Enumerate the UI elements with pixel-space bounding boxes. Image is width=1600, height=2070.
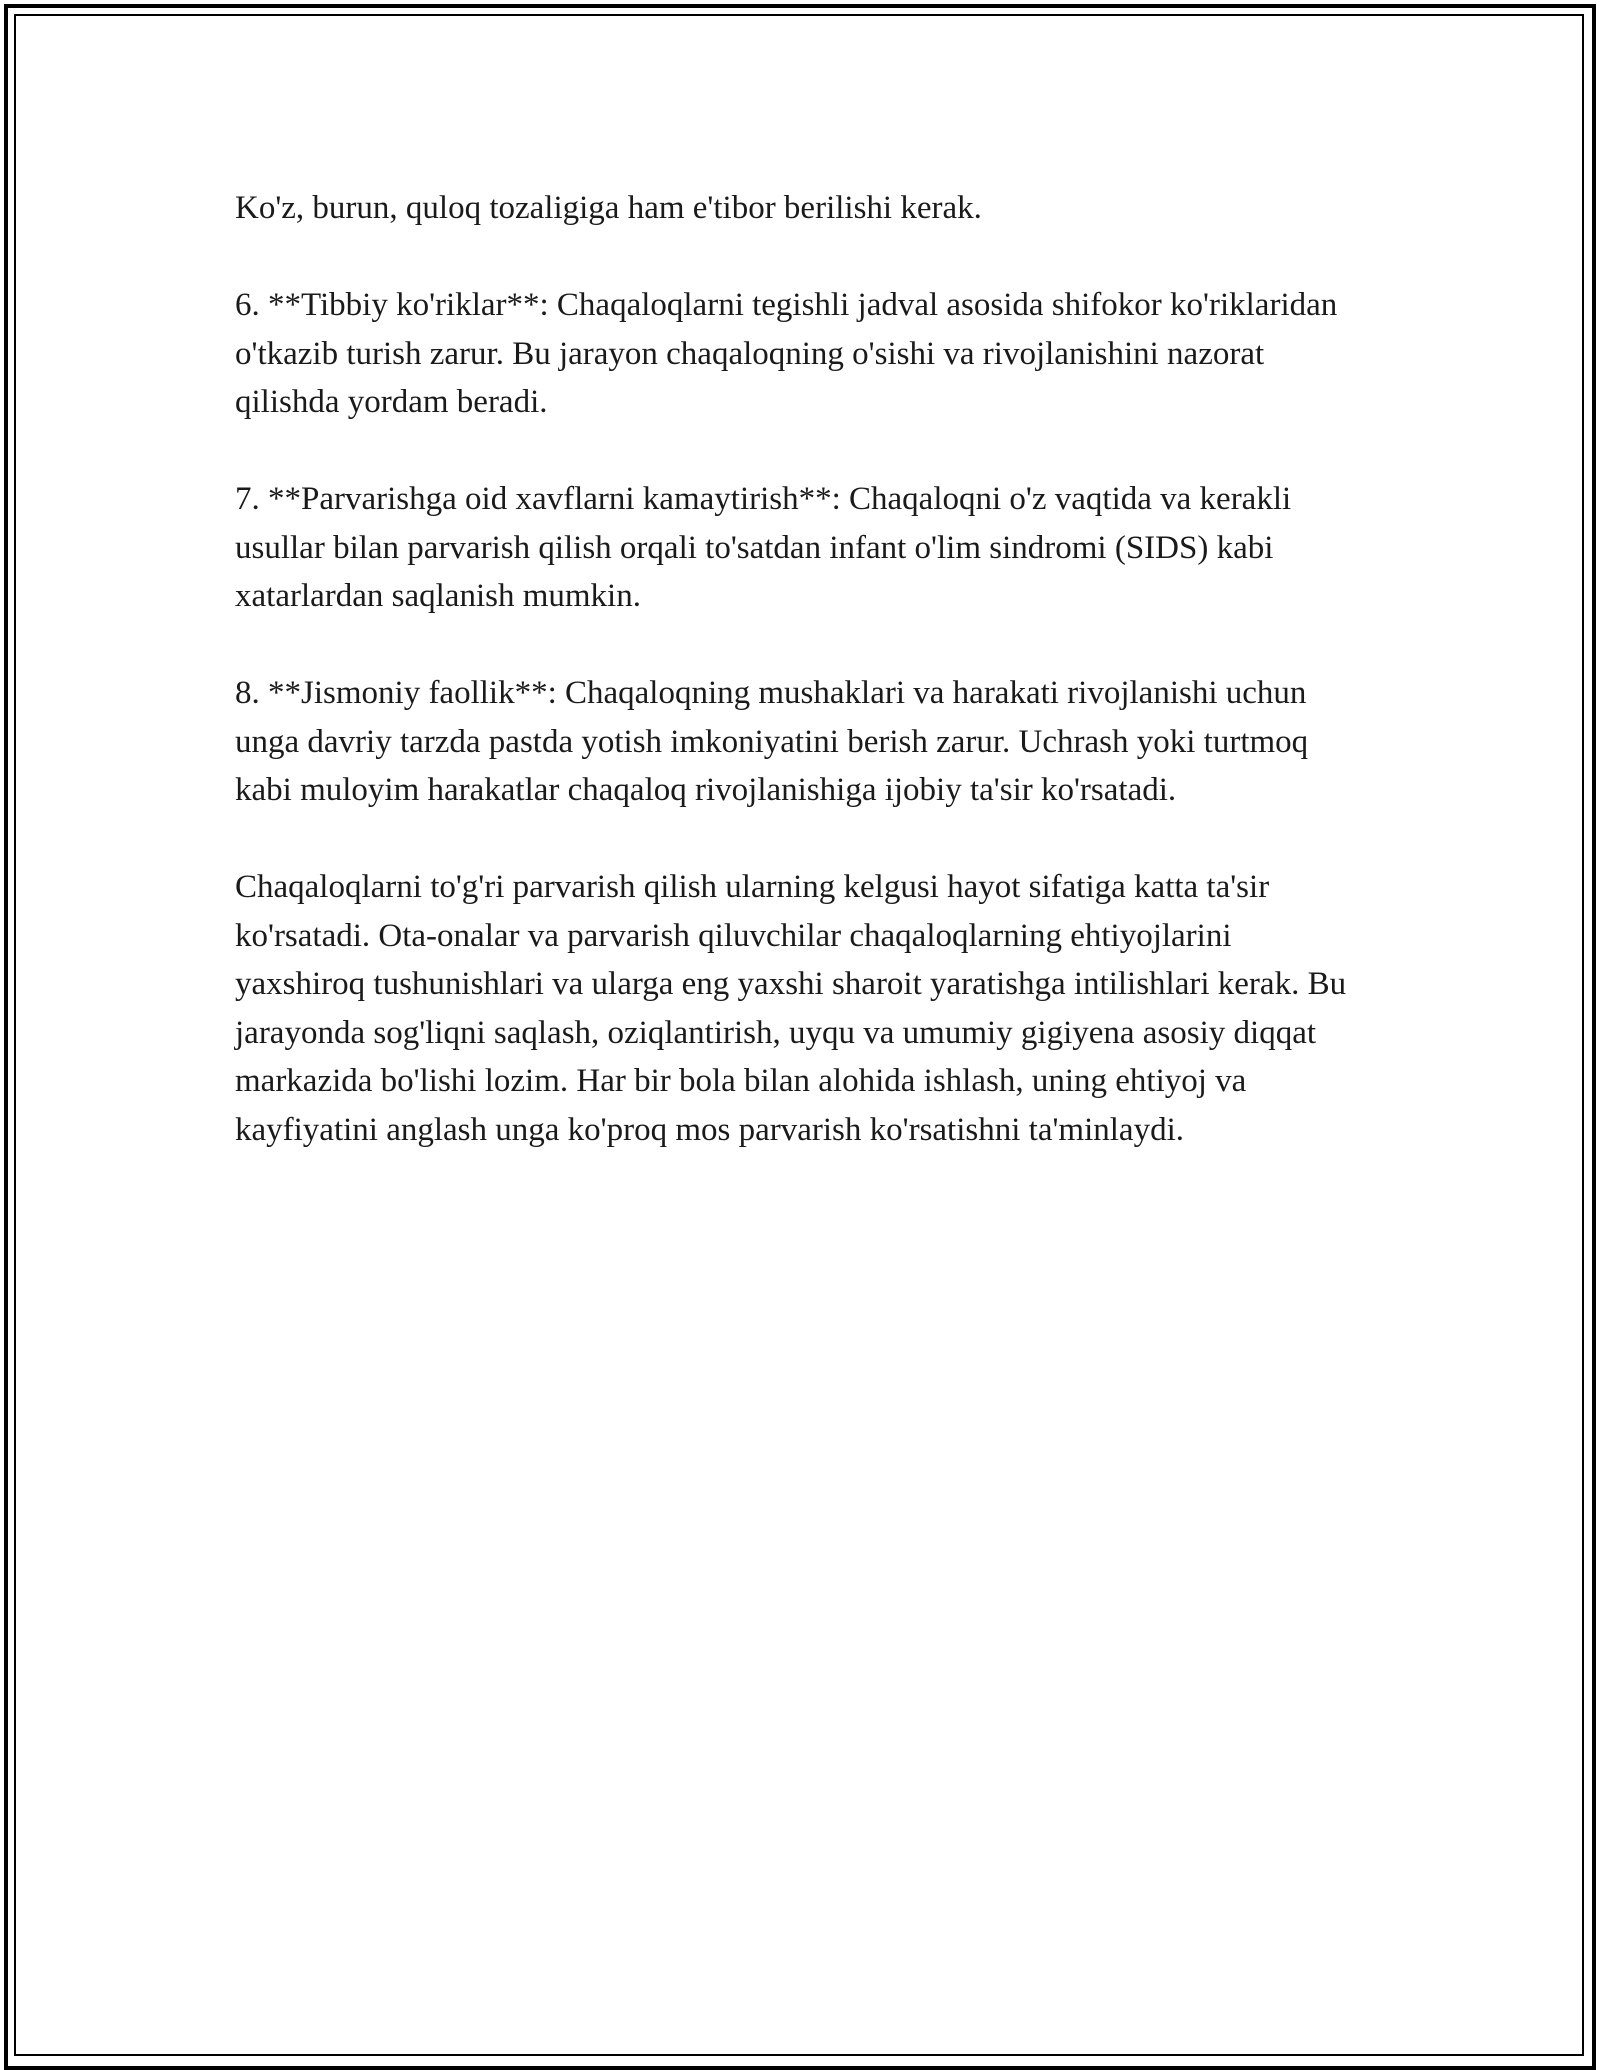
paragraph-risk-reduction: 7. **Parvarishga oid xavflarni kamaytirish**: Chaqaloqni o'z vaqtida va kerakli usullar bilan parvarish qilish orqali to'satdan infant o'lim sindromi (SIDS) kabi xatarlardan saqlanish mumkin.	[235, 481, 1292, 614]
paragraph-conclusion: Chaqaloqlarni to'g'ri parvarish qilish ularning kelgusi hayot sifatiga katta ta'sir ko'rsatadi. Ota-onalar va parvarish qiluvchilar chaqaloqlarning ehtiyojlarini yaxshiroq tushunishlari va ularga eng yaxshi sharoit yaratishga intilishlari kerak. Bu jarayonda sog'liqni saqlash, oziqlantirish, uyqu va umumiy gigiyena asosiy diqqat markazida bo'lishi lozim. Har bir bola bilan alohida ishlash, uning ehtiyoj va kayfiyatini anglash unga ko'proq mos parvarish ko'rsatishni ta'minlaydi.	[235, 869, 1347, 1148]
document-body	[235, 184, 1355, 1203]
paragraph-medical-checkups: 6. **Tibbiy ko'riklar**: Chaqaloqlarni tegishli jadval asosida shifokor ko'riklaridan o'tkazib turish zarur. Bu jarayon chaqaloqning o'sishi va rivojlanishini nazorat qilishda yordam beradi.	[235, 287, 1338, 420]
paragraph-physical-activity: 8. **Jismoniy faollik**: Chaqaloqning mushaklari va harakati rivojlanishi uchun unga davriy tarzda pastda yotish imkoniyatini berish zarur. Uchrash yoki turtmoq kabi muloyim harakatlar chaqaloq rivojlanishiga ijobiy ta'sir ko'rsatadi.	[235, 675, 1309, 808]
paragraph-hygiene-note: Ko'z, burun, quloq tozaligiga ham e'tibor berilishi kerak.	[235, 190, 982, 226]
